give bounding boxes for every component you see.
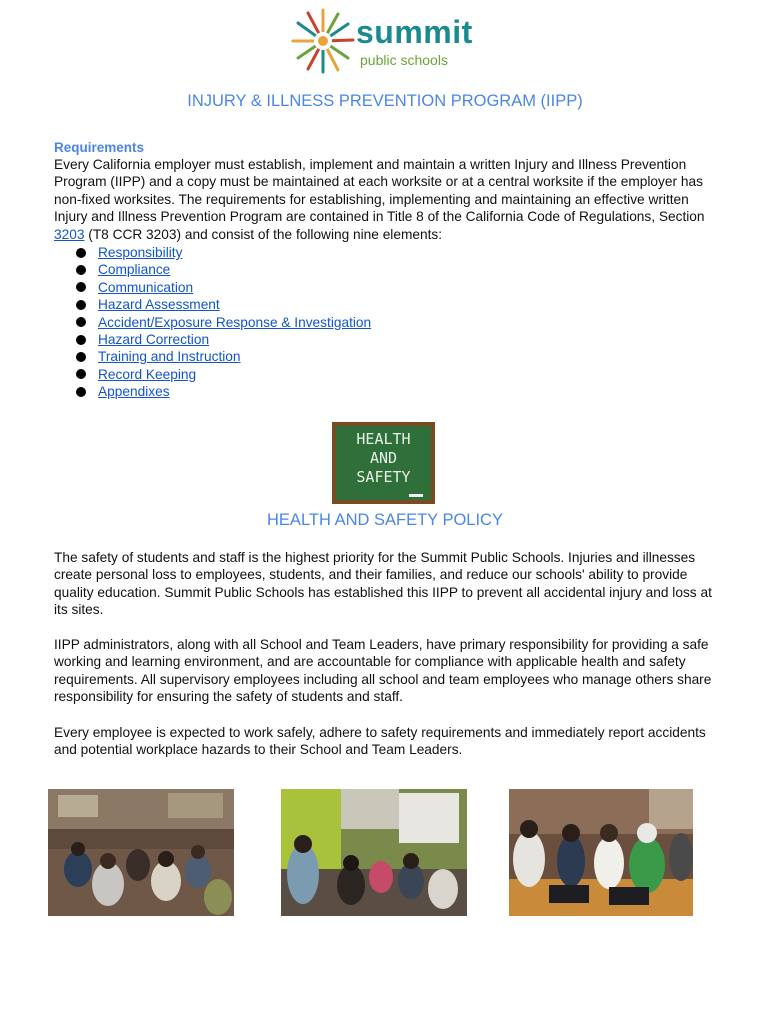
policy-paragraph-2: IIPP administrators, along with all School and Team Leaders, have primary responsibility for providing a safe working and learning environment, and are accountable for compliance with applicable health and safety requirements. All supervisory employees including all school and team employees who manage others share responsibility for ensuring the safety of students and staff.: [54, 637, 712, 705]
element-link-record-keeping[interactable]: Record Keeping: [98, 366, 197, 382]
page-title: INJURY & ILLNESS PREVENTION PROGRAM (IIPP): [187, 92, 583, 110]
list-item: [76, 366, 371, 383]
element-link-accident-response[interactable]: Accident/Exposure Response & Investigation: [98, 314, 372, 330]
list-item: [76, 261, 371, 278]
policy-paragraph-3: Every employee is expected to work safely, adhere to safety requirements and immediately report accidents and potential workplace hazards to their School and Team Leaders.: [54, 725, 706, 758]
element-link-hazard-assessment[interactable]: Hazard Assessment: [98, 297, 220, 313]
list-item: [76, 348, 371, 365]
requirements-heading: Requirements: [54, 140, 145, 155]
elements-list: [76, 244, 371, 401]
policy-title: HEALTH AND SAFETY POLICY: [267, 511, 503, 529]
bullet-icon: [76, 369, 86, 379]
bullet-icon: [76, 282, 86, 292]
board-line-1: HEALTH: [356, 430, 411, 448]
classroom-photo-1: [48, 789, 234, 916]
health-safety-chalkboard-image: [332, 422, 435, 504]
element-link-responsibility[interactable]: Responsibility: [98, 245, 183, 260]
policy-paragraph-1: The safety of students and staff is the highest priority for the Summit Public Schools. Injuries and illnesses create personal loss to employees, students, and their families, and reduce our schools' ability to provide quality education. Summit Public Schools has established this IIPP to prevent all accidental injury and loss at its sites.: [54, 550, 712, 618]
element-link-communication[interactable]: Communication: [98, 279, 194, 295]
list-item: [76, 331, 371, 348]
bullet-icon: [76, 248, 86, 258]
classroom-photo-3: [509, 789, 693, 916]
sunburst-icon: [290, 6, 356, 76]
logo-subtitle: public schools: [360, 52, 448, 68]
list-item: [76, 244, 371, 261]
bullet-icon: [76, 317, 86, 327]
list-item: [76, 296, 371, 313]
element-link-training[interactable]: Training and Instruction: [98, 349, 241, 365]
board-line-3: SAFETY: [356, 468, 411, 486]
bullet-icon: [76, 300, 86, 310]
chalk-icon: [409, 494, 423, 497]
bullet-icon: [76, 352, 86, 362]
bullet-icon: [76, 387, 86, 397]
logo-name: summit: [356, 14, 473, 50]
element-link-hazard-correction[interactable]: Hazard Correction: [98, 331, 210, 347]
list-item: [76, 383, 371, 400]
requirements-text: Every California employer must establish, implement and maintain a written Injury and Illness Prevention Program (IIPP) and a copy must be maintained at each worksite or at a central worksite if the employer has non-fixed worksites. The requirements for establishing, implementing and maintaining an effective written Injury and Illness Prevention Program are contained in Title 8 of the California Code of Regulations, Section 3203 (T8 CCR 3203) and consist of the following nine elements:: [54, 157, 705, 242]
bullet-icon: [76, 265, 86, 275]
board-line-2: AND: [369, 449, 398, 467]
list-item: [76, 279, 371, 296]
summit-logo: [290, 6, 490, 76]
section-3203-link[interactable]: 3203: [54, 226, 85, 242]
element-link-appendixes[interactable]: Appendixes: [98, 384, 170, 400]
list-item: [76, 314, 371, 331]
element-link-compliance[interactable]: Compliance: [98, 262, 171, 278]
classroom-photo-2: [281, 789, 467, 916]
bullet-icon: [76, 335, 86, 345]
